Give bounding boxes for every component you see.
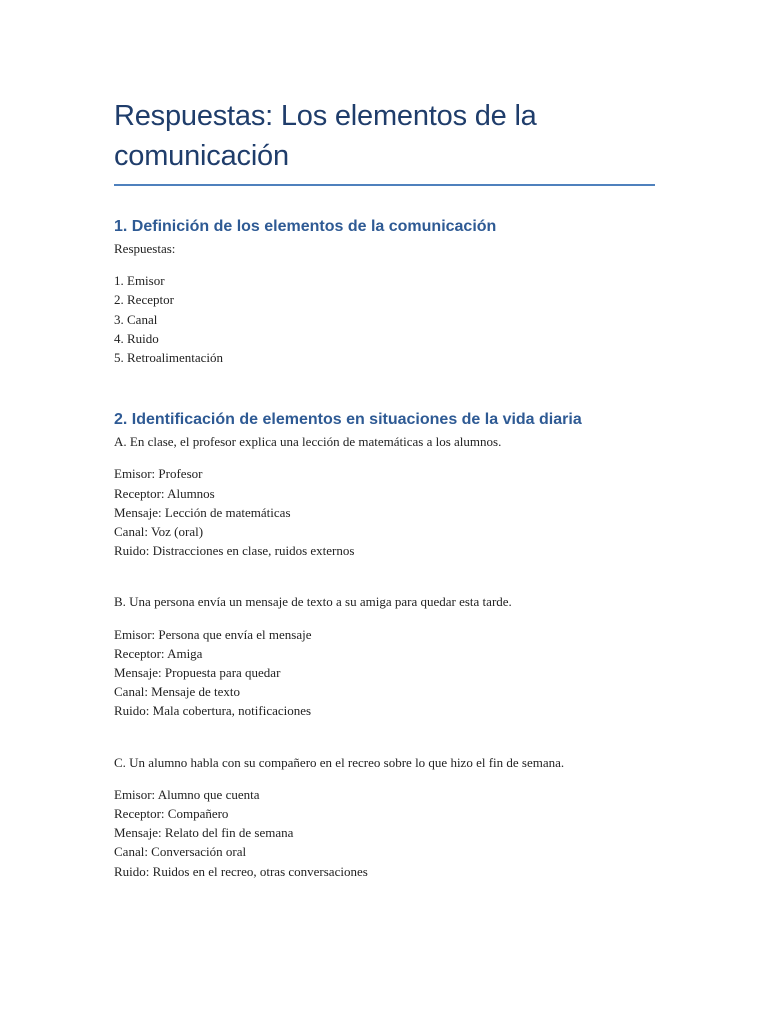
detail-item: Mensaje: Lección de matemáticas <box>114 504 291 520</box>
detail-item: Canal: Mensaje de texto <box>114 684 240 700</box>
detail-item: Mensaje: Propuesta para quedar <box>114 665 281 681</box>
document-title <box>114 96 655 176</box>
detail-item: Canal: Voz (oral) <box>114 524 204 540</box>
situation-prompt: B. Una persona envía un mensaje de texto a su amiga para quedar esta tarde. <box>114 594 512 610</box>
section-2-heading: 2. Identificación de elementos en situaciones de la vida diaria <box>114 411 582 429</box>
situation-a <box>114 432 655 560</box>
situation-prompt: A. En clase, el profesor explica una lección de matemáticas a los alumnos. <box>114 434 502 450</box>
detail-item: Mensaje: Relato del fin de semana <box>114 825 294 841</box>
detail-item: Receptor: Amiga <box>114 645 203 661</box>
list-item: 4. Ruido <box>114 330 159 346</box>
situation-b <box>114 592 655 720</box>
list-item: 2. Receptor <box>114 292 174 308</box>
detail-item: Emisor: Alumno que cuenta <box>114 786 260 802</box>
elements-list <box>114 271 655 367</box>
section-identification <box>114 409 655 881</box>
detail-item: Emisor: Persona que envía el mensaje <box>114 626 312 642</box>
detail-item: Emisor: Profesor <box>114 466 203 482</box>
situation-details <box>114 464 655 560</box>
situation-details <box>114 625 655 721</box>
section-definitions <box>114 216 655 367</box>
detail-item: Ruido: Ruidos en el recreo, otras conversaciones <box>114 863 368 879</box>
section-1-intro: Respuestas: <box>114 241 176 256</box>
detail-item: Ruido: Distracciones en clase, ruidos externos <box>114 543 355 559</box>
title-line-2: comunicación <box>114 140 289 172</box>
situation-c <box>114 753 655 881</box>
title-line-1: Respuestas: Los elementos de la <box>114 100 537 132</box>
list-item: 1. Emisor <box>114 273 165 289</box>
detail-item: Canal: Conversación oral <box>114 844 247 860</box>
document-page <box>114 96 655 881</box>
situation-prompt: C. Un alumno habla con su compañero en el recreo sobre lo que hizo el fin de semana. <box>114 754 565 770</box>
list-item: 5. Retroalimentación <box>114 350 224 366</box>
detail-item: Ruido: Mala cobertura, notificaciones <box>114 703 312 719</box>
situation-details <box>114 785 655 881</box>
section-1-heading: 1. Definición de los elementos de la comunicación <box>114 218 497 235</box>
detail-item: Receptor: Compañero <box>114 806 229 822</box>
title-underline <box>114 184 655 186</box>
detail-item: Receptor: Alumnos <box>114 485 215 501</box>
list-item: 3. Canal <box>114 311 158 327</box>
